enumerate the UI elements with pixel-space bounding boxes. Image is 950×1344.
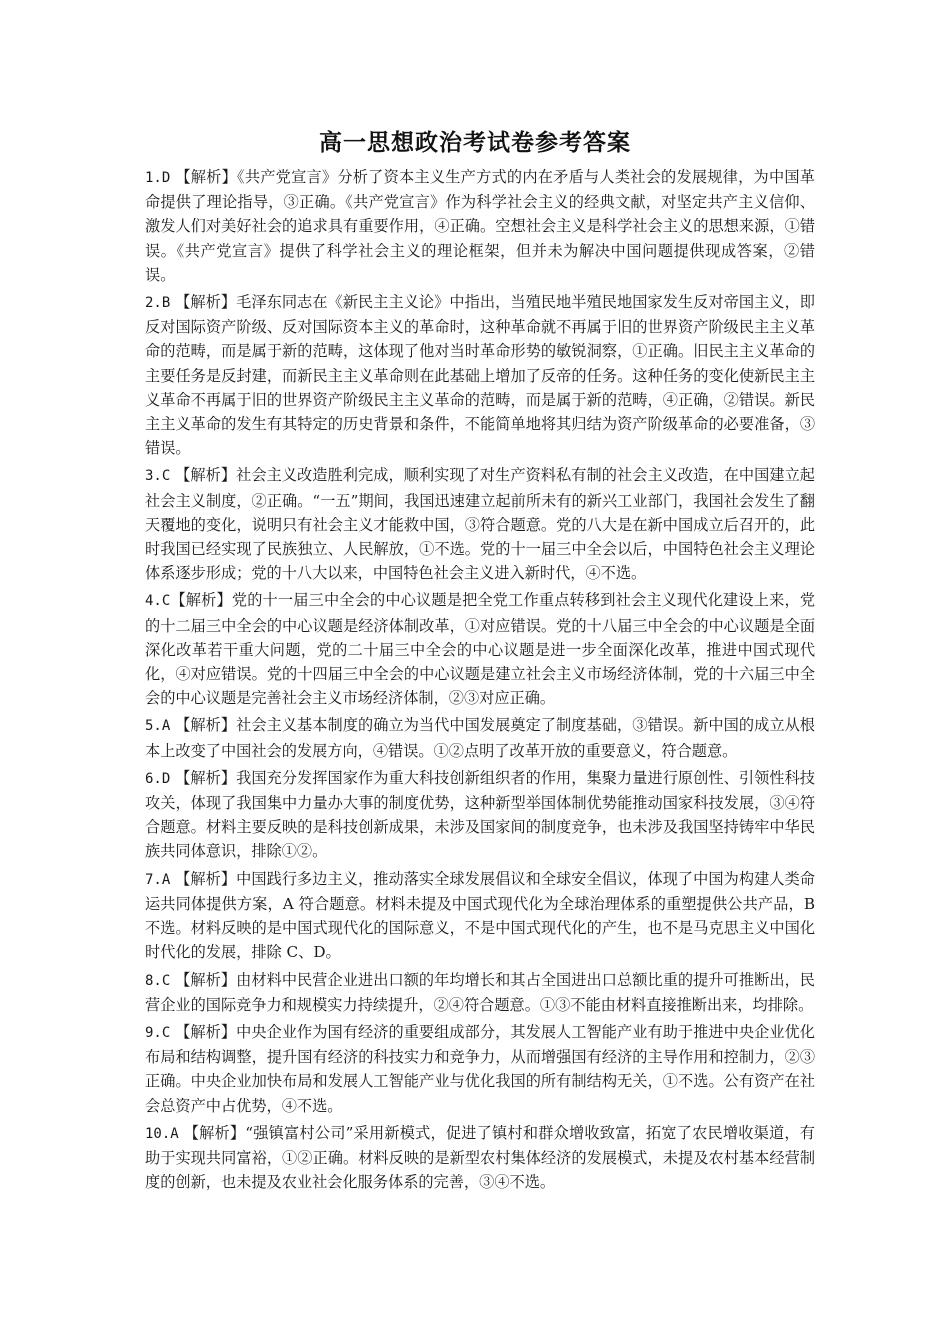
answer-explanation: 【解析】由材料中民营企业进出口额的年均增长和其占全国进出口总额比重的提升可推断出，民营企业的国际竞争力和规模实力持续提升，②④符合题意。①③不能由材料直接推断出来，均排除。 bbox=[145, 970, 815, 1014]
answer-explanation: 【解析】社会主义基本制度的确立为当代中国发展奠定了制度基础，③错误。新中国的成立从根本上改变了中国社会的发展方向，④错误。①②点明了改革开放的重要意义，符合题意。 bbox=[145, 716, 815, 760]
answer-item-8 bbox=[145, 968, 815, 1017]
answer-item-7 bbox=[145, 867, 815, 965]
answer-number: 9.C bbox=[145, 1024, 171, 1041]
answer-item-4 bbox=[145, 588, 815, 710]
answer-explanation: 【解析】毛泽东同志在《新民主主义论》中指出，当殖民地半殖民地国家发生反对帝国主义，即反对国际资产阶级、反对国际资本主义的革命时，这种革命就不再属于旧的世界资产阶级民主主义革命的范畴，而是属于新的范畴，这体现了他对当时革命形势的敏锐洞察，①正确。旧民主主义革命的主要任务是反封建，而新民主主义革命则在此基础上增加了反帝的任务。这种任务的变化使新民主主义革命不再属于旧的世界资产阶级民主主义革命的范畴，而是属于新的范畴，④正确，②错误。新民主主义革命的发生有其特定的历史背景和条件，不能简单地将其归结为资产阶级革命的必要准备，③错误。 bbox=[145, 293, 815, 458]
answer-number: 7.A bbox=[145, 871, 171, 888]
answer-item-5 bbox=[145, 713, 815, 762]
answer-number: 1.D bbox=[145, 170, 171, 186]
answer-explanation: 【解析】《共产党宣言》分析了资本主义生产方式的内在矛盾与人类社会的发展规律，为中国革命提供了理论指导，③正确。《共产党宣言》作为科学社会主义的经典文献，对坚定共产主义信仰、激发人们对美好社会的追求具有重要作用，④正确。空想社会主义是科学社会主义的思想来源，①错误。《共产党宣言》提供了科学社会主义的理论框架，但并未为解决中国问题提供现成答案，②错误。 bbox=[145, 168, 815, 284]
answer-item-1 bbox=[145, 165, 815, 287]
answer-explanation: 【解析】“强镇富村公司”采用新模式，促进了镇村和群众增收致富，拓宽了农民增收渠道，有助于实现共同富裕，①②正确。材料反映的是新型农村集体经济的发展模式，未提及农村基本经营制度的创新，也未提及农业社会化服务体系的完善，③④不选。 bbox=[145, 1123, 815, 1192]
answer-item-9 bbox=[145, 1020, 815, 1118]
answer-number: 8.C bbox=[145, 972, 171, 989]
answer-explanation: 【解析】我国充分发挥国家作为重大科技创新组织者的作用，集聚力量进行原创性、引领性科技攻关，体现了我国集中力量办大事的制度优势，这种新型举国体制优势能推动国家科技发展，③④符合题意。材料主要反映的是科技创新成果，未涉及国家间的制度竞争，也未涉及我国坚持铸牢中华民族共同体意识，排除①②。 bbox=[145, 768, 815, 861]
answer-item-3 bbox=[145, 463, 815, 585]
answer-explanation: 【解析】社会主义改造胜利完成，顺利实现了对生产资料私有制的社会主义改造，在中国建立起社会主义制度，②正确。“一五”期间，我国迅速建立起前所未有的新兴工业部门，我国社会发生了翻天覆地的变化，说明只有社会主义才能救中国，③符合题意。党的八大是在新中国成立后召开的，此时我国已经实现了民族独立、人民解放，①不选。党的十一届三中全会以后，中国特色社会主义理论体系逐步形成；党的十八大以来，中国特色社会主义进入新时代，④不选。 bbox=[145, 466, 815, 583]
answer-explanation: 【解析】中央企业作为国有经济的重要组成部分，其发展人工智能产业有助于推进中央企业优化布局和结构调整，提升国有经济的科技实力和竞争力，从而增强国有经济的主导作用和控制力，②③正确。中央企业加快布局和发展人工智能产业与优化我国的所有制结构无关，①不选。公有资产在社会总资产中占优势，④不选。 bbox=[145, 1022, 815, 1115]
answer-number: 2.B bbox=[145, 295, 171, 312]
answer-explanation: 【解析】党的十一届三中全会的中心议题是把全党工作重点转移到社会主义现代化建设上来，党的十二届三中全会的中心议题是经济体制改革，①对应错误。党的十八届三中全会的中心议题是全面深化改革若干重大问题，党的二十届三中全会的中心议题是进一步全面深化改革，推进中国式现代化，④对应错误。党的十四届三中全会的中心议题是建立社会主义市场经济体制，党的十六届三中全会的中心议题是完善社会主义市场经济体制，②③对应正确。 bbox=[145, 591, 815, 708]
answer-item-10 bbox=[145, 1121, 815, 1195]
answer-number: 4.C bbox=[145, 593, 171, 610]
answer-item-2 bbox=[145, 290, 815, 460]
page-title: 高一思想政治考试卷参考答案 bbox=[319, 129, 631, 156]
answer-list bbox=[145, 165, 815, 1197]
answer-explanation: 【解析】中国践行多边主义，推动落实全球发展倡议和全球安全倡议，体现了中国为构建人类命运共同体提供方案，A 符合题意。材料未提及中国式现代化为全球治理体系的重塑提供公共产品，B 不选。材料反映的是中国式现代化的国际意义，不是中国式现代化的产生，也不是马克思主义中国化时代化的发展，排除 C、D。 bbox=[145, 869, 815, 962]
answer-number: 6.D bbox=[145, 770, 171, 787]
answer-number: 10.A bbox=[145, 1125, 179, 1142]
answer-number: 5.A bbox=[145, 718, 171, 735]
answer-number: 3.C bbox=[145, 468, 171, 485]
answer-item-6 bbox=[145, 766, 815, 864]
